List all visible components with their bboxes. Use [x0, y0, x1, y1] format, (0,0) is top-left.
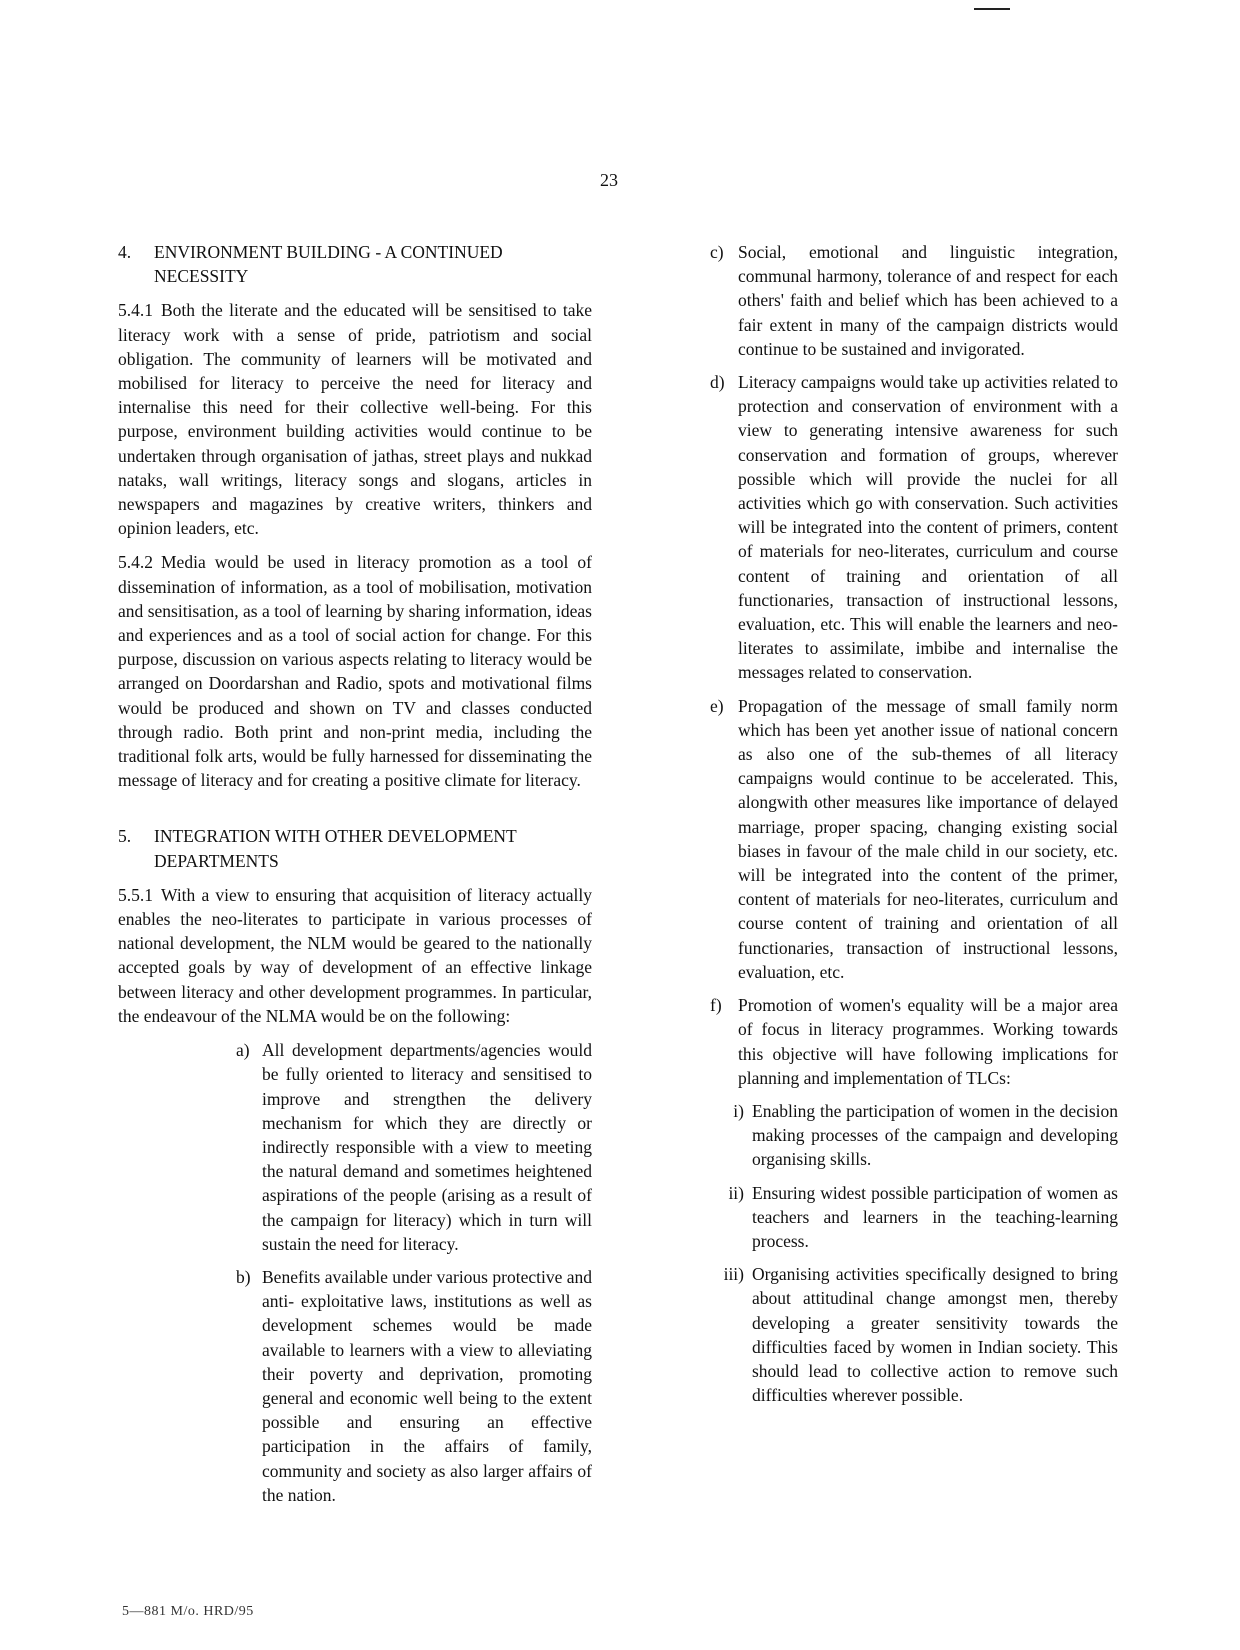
page-footer: 5—881 M/o. HRD/95: [122, 1604, 254, 1619]
paragraph-number: 5.4.2: [118, 552, 153, 573]
list-item-text: Benefits available under various protective and anti- exploitative laws, institutions as well as development schemes would be made available to learners with a view to alleviating their poverty and deprivation, promoting general and economic well being to the extent possible and ensuring an effective participation in the affairs of family, community and society as also larger affairs of the nation.: [262, 1266, 592, 1505]
paragraph-number: 5.4.1: [118, 300, 153, 321]
spacer: [118, 802, 592, 824]
sub-item-iii: [716, 1262, 1118, 1407]
section-5-heading: [118, 824, 592, 872]
section-number: 4.: [118, 242, 132, 262]
left-column: [118, 240, 592, 1516]
list-item-label: c): [710, 242, 724, 262]
paragraph-number: 5.5.1: [118, 884, 153, 905]
list-item-text: Promotion of women's equality will be a major area of focus in literacy programmes. Working towards this objective will have following implications for planning and implementation of TLCs:: [738, 995, 1118, 1088]
paragraph-text: With a view to ensuring that acquisition of literacy actually enables the neo-literates to participate in various processes of national development, the NLM would be geared to the nationally accepted goals by way of development of an effective linkage between literacy and other development programmes. In particular, the endeavour of the NLMA would be on the following:: [118, 884, 592, 1026]
list-item-c: [710, 240, 1118, 361]
implications-list: [716, 1099, 1118, 1407]
paragraph-text: Media would be used in literacy promotion as a tool of dissemination of information, as a tool of mobilisation, motivation and sensitisation, as a tool of learning by sharing information, ideas and experiences and as a tool of social action for change. For this purpose, discussion on various aspects relating to literacy would be arranged on Doordarshan and Radio, spots and motivational films would be produced and shown on TV and classes conducted through radio. Both print and non-print media, including the traditional folk arts, would be fully harnessed for disseminating the message of literacy and for creating a positive climate for literacy.: [118, 552, 592, 791]
page-number: 23: [600, 170, 618, 190]
paragraph-5-5-1: [118, 883, 592, 1028]
list-item-text: Literacy campaigns would take up activities related to protection and conservation of environment with a view to generating intensive awareness for such conservation and formation of groups, wherever possible which will provide the nuclei for all activities which go with conservation. Such activities will be integrated into the content of primers, content of materials for neo-literates, curriculum and course content of training and orientation of all functionaries, transaction of instructional lessons, evaluation, etc. This will enable the learners and neo-literates to assimilate, imbibe and internalise the messages related to conservation.: [738, 372, 1118, 683]
list-item-text: All development departments/agencies would be fully oriented to literacy and sensitised to improve and strengthen the delivery mechanism for which they are directly or indirectly responsible with a view to meeting the natural demand and sometimes heightened aspirations of the people (arising as a result of the campaign for literacy) which in turn will sustain the need for literacy.: [262, 1040, 592, 1254]
sub-item-ii: [716, 1181, 1118, 1254]
right-column: [710, 240, 1118, 1416]
list-item-e: [710, 694, 1118, 984]
sub-item-text: Enabling the participation of women in the decision making processes of the campaign and developing organising skills.: [752, 1100, 1118, 1170]
sub-item-label: ii): [728, 1182, 744, 1203]
sub-item-text: Organising activities specifically designed to bring about attitudinal change amongst men, thereby developing a greater sensitivity towards the difficulties faced by women in Indian society. This should lead to collective action to remove such difficulties wherever possible.: [752, 1264, 1118, 1406]
sub-item-label: iii): [723, 1264, 744, 1285]
list-item-label: a): [236, 1040, 250, 1061]
sub-item-i: [716, 1099, 1118, 1172]
list-item-text: Social, emotional and linguistic integration, communal harmony, tolerance of and respect for each others' faith and belief which has been achieved to a fair extent in many of the campaign districts would continue to be sustained and invigorated.: [738, 242, 1118, 359]
list-item-label: f): [710, 995, 722, 1016]
list-item-text: Propagation of the message of small family norm which has been yet another issue of national concern as also one of the sub-themes of all literacy campaigns would continue to be accelerated. This, alongwith other measures like importance of delayed marriage, proper spacing, changing existing social biases in favour of the male child in our society, etc. will be integrated into the content of the primer, content of materials for neo-literates, curriculum and course content of training and orientation of all functionaries, transaction of instructional lessons, evaluation, etc.: [738, 695, 1118, 982]
top-rule: [974, 8, 1010, 10]
list-item-b: [236, 1265, 592, 1507]
paragraph-5-4-1: [118, 298, 592, 540]
list-item-f: [710, 993, 1118, 1090]
list-item-label: e): [710, 695, 724, 716]
section-number: 5.: [118, 826, 132, 847]
paragraph-text: Both the literate and the educated will be sensitised to take literacy work with a sense of pride, patriotism and social obligation. The community of learners will be motivated and mobilised for literacy to perceive the need for literacy and internalise this need for their collective well-being. For this purpose, environment building activities would continue to be undertaken through organisation of jathas, street plays and nukkad nataks, wall writings, literacy songs and slogans, articles in newspapers and magazines by creative writers, thinkers and opinion leaders, etc.: [118, 300, 592, 539]
list-item-d: [710, 370, 1118, 685]
sub-item-text: Ensuring widest possible participation of women as teachers and learners in the teaching-learning process.: [752, 1182, 1118, 1251]
section-4-heading: [118, 240, 592, 288]
list-item-a: [236, 1038, 592, 1256]
paragraph-5-4-2: [118, 550, 592, 792]
list-item-label: b): [236, 1266, 251, 1287]
list-item-label: d): [710, 372, 725, 393]
section-title: INTEGRATION WITH OTHER DEVELOPMENT DEPARTMENTS: [154, 826, 517, 871]
sub-item-label: i): [733, 1100, 744, 1121]
endeavour-list: [236, 1038, 592, 1507]
section-title: ENVIRONMENT BUILDING - A CONTINUED NECESSITY: [154, 242, 503, 287]
